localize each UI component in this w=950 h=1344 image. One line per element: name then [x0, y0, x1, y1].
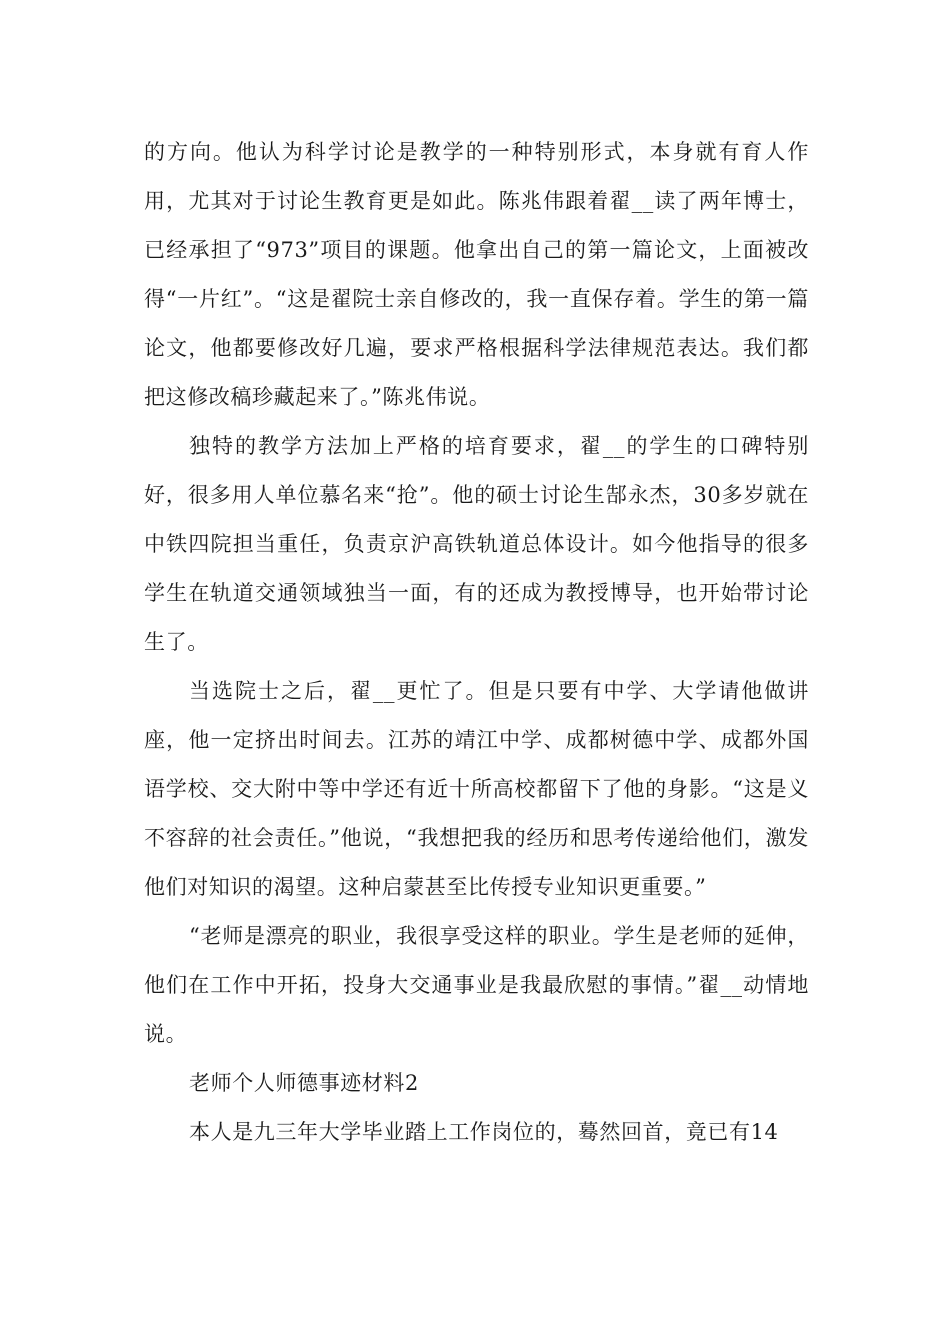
document-body — [144, 128, 809, 1157]
section-title: 老师个人师德事迹材料2 — [189, 1071, 419, 1095]
paragraph-teaching-method: 独特的教学方法加上严格的培育要求，翟__的学生的口碑特别好，很多用人单位慕名来“抢”。他的硕士讨论生郜永杰，30多岁就在中铁四院担当重任，负责京沪高铁轨道总体设计。如今他指导的很多学生在轨道交通领域独当一面，有的还成为教授博导，也开始带讨论生了。 — [144, 434, 809, 654]
paragraph-teacher-quote: “老师是漂亮的职业，我很享受这样的职业。学生是老师的延伸，他们在工作中开拓，投身大交通事业是我最欣慰的事情。”翟__动情地说。 — [144, 924, 809, 1046]
paragraph-self-introduction: 本人是九三年大学毕业踏上工作岗位的，蓦然回首，竟已有14 — [189, 1120, 779, 1144]
paragraph-continued: 的方向。他认为科学讨论是教学的一种特别形式，本身就有育人作用，尤其对于讨论生教育更是如此。陈兆伟跟着翟__读了两年博士，已经承担了“973”项目的课题。他拿出自己的第一篇论文，上面被改得“一片红”。“这是翟院士亲自修改的，我一直保存着。学生的第一篇论文，他都要修改好几遍，要求严格根据科学法律规范表达。我们都把这修改稿珍藏起来了。”陈兆伟说。 — [144, 140, 809, 409]
paragraph-academician-lectures: 当选院士之后，翟__更忙了。但是只要有中学、大学请他做讲座，他一定挤出时间去。江苏的靖江中学、成都树德中学、成都外国语学校、交大附中等中学还有近十所高校都留下了他的身影。“这是义不容辞的社会责任。”他说，“我想把我的经历和思考传递给他们，激发他们对知识的渴望。这种启蒙甚至比传授专业知识更重要。” — [144, 679, 809, 899]
